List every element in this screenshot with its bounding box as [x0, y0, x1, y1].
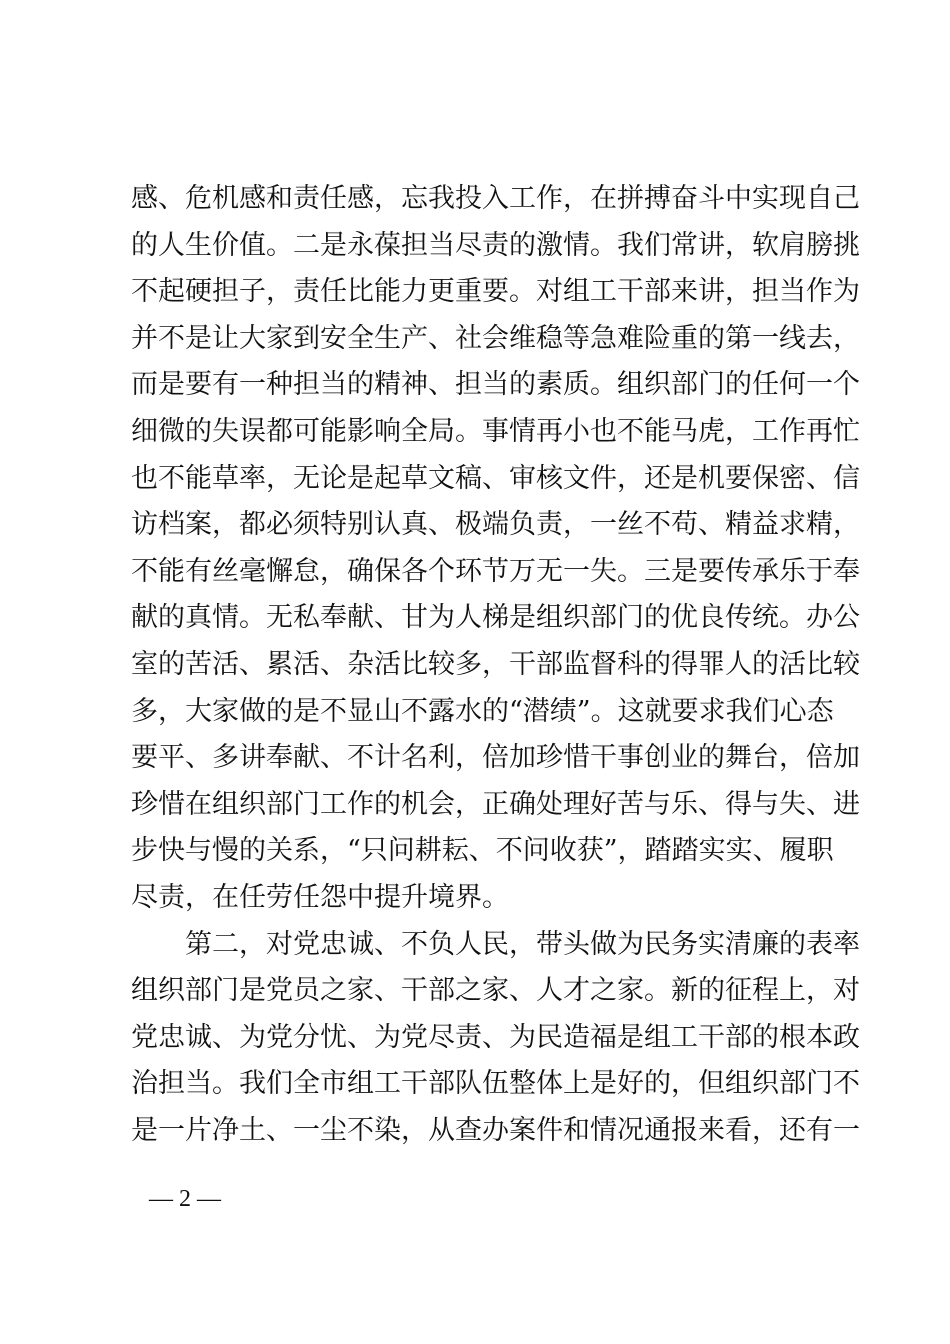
- text-line: 组织部门是党员之家、干部之家、人才之家。新的征程上，对: [131, 975, 860, 1007]
- text-line: 感、危机感和责任感，忘我投入工作，在拼搏奋斗中实现自己: [131, 183, 860, 214]
- text-line: 也不能草率，无论是起草文稿、审核文件，还是机要保密、信: [131, 462, 860, 494]
- text-line: 不起硬担子，责任比能力更重要。对组工干部来讲，担当作为: [131, 276, 860, 308]
- text-line: 而是要有一种担当的精神、担当的素质。组织部门的任何一个: [131, 369, 860, 401]
- text-line: 室的苦活、累活、杂活比较多，干部监督科的得罪人的活比较: [131, 648, 860, 680]
- text-line: 访档案，都必须特别认真、极端负责，一丝不苟、精益求精，: [131, 509, 860, 541]
- section-heading-line: 第二，对党忠诚、不负人民，带头做为民务实清廉的表率: [185, 928, 860, 960]
- text-line: 尽责，在任劳任怨中提升境界。: [131, 881, 509, 913]
- text-line: 治担当。我们全市组工干部队伍整体上是好的，但组织部门不: [131, 1068, 860, 1100]
- text-line: 细微的失误都可能影响全局。事情再小也不能马虎，工作再忙: [131, 415, 860, 447]
- text-line: 党忠诚、为党分忧、为党尽责、为民造福是组工干部的根本政: [131, 1021, 860, 1053]
- text-line: 珍惜在组织部门工作的机会，正确处理好苦与乐、得与失、进: [131, 788, 860, 820]
- body-text: [131, 176, 860, 1154]
- text-line: 是一片净土、一尘不染，从查办案件和情况通报来看，还有一: [131, 1114, 860, 1146]
- text-line: 步快与慢的关系，“只问耕耘、不问收获”，踏踏实实、履职: [131, 835, 834, 867]
- text-line: 献的真情。无私奉献、甘为人梯是组织部门的优良传统。办公: [131, 602, 860, 634]
- text-line: 的人生价值。二是永葆担当尽责的激情。我们常讲，软肩膀挑: [131, 229, 860, 261]
- text-line: 并不是让大家到安全生产、社会维稳等急难险重的第一线去，: [131, 322, 860, 354]
- text-line: 不能有丝毫懈怠，确保各个环节万无一失。三是要传承乐于奉: [131, 555, 860, 587]
- text-line: 多，大家做的是不显山不露水的“潜绩”。这就要求我们心态: [131, 695, 834, 727]
- page-number: — 2 —: [149, 1186, 221, 1212]
- text-line: 要平、多讲奉献、不计名利，倍加珍惜干事创业的舞台，倍加: [131, 742, 860, 774]
